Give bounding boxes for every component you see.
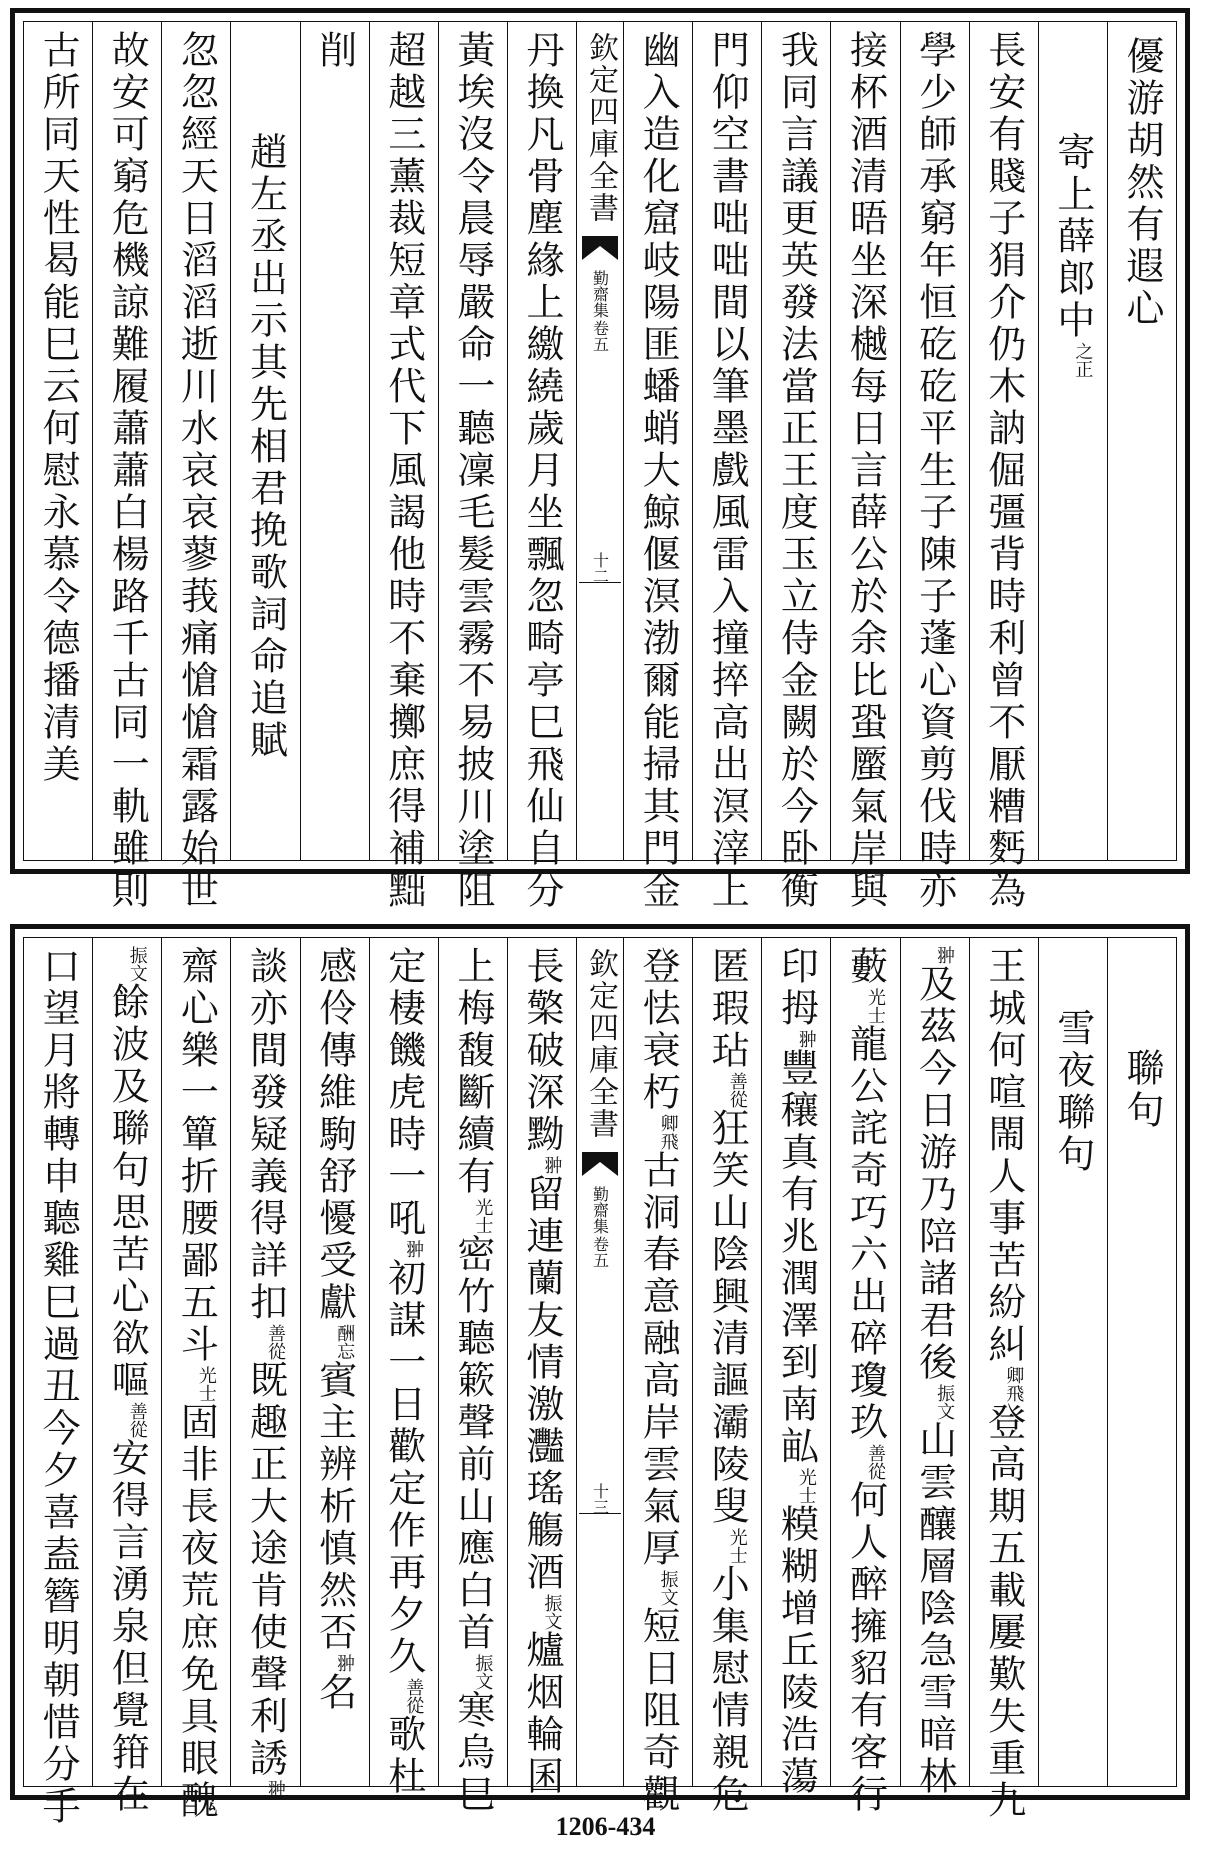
column-text: 留連蘭友情激灩瑤觴酒	[519, 1174, 564, 1594]
divider	[579, 1513, 621, 1514]
fold-column	[576, 22, 623, 860]
speaker-annotation: 振文	[657, 1570, 679, 1606]
column-text: 固非長夜荒庶免具眼醜	[174, 1402, 219, 1822]
fish-tail-mark-icon	[580, 234, 620, 262]
column-text: 登怯衰朽	[636, 946, 681, 1114]
top-page-inner-border	[23, 21, 1177, 912]
text-column	[623, 22, 692, 912]
book-title: 勤齋集	[590, 270, 610, 318]
column-text: 我同言議更英發法當正王度玉立侍金闕於今卧衡	[774, 30, 819, 912]
speaker-annotation: 翀	[541, 1156, 563, 1174]
speaker-annotation: 善從	[126, 1402, 148, 1438]
speaker-annotation: 翀	[795, 1030, 817, 1048]
column-text: 山雲釀層陰急雪暗林	[912, 1420, 957, 1798]
column-text: 小集慰情親危	[705, 1564, 750, 1816]
text-column	[1038, 938, 1107, 1786]
text-column	[969, 938, 1038, 1822]
text-column	[623, 938, 692, 1816]
column-text: 口望月將轉申聽雞巳過丑今夕喜盍簪明朝惜分手	[36, 946, 81, 1828]
column-text: 豐穰真有兆潤澤到南畆	[774, 1048, 819, 1468]
text-column	[24, 938, 92, 1828]
column-text: 丹換凡骨塵緣上繳繞歲月坐飄忽畸亭巳飛仙自分	[519, 30, 564, 912]
column-text: 歌杜	[381, 1714, 426, 1798]
text-column	[761, 22, 830, 912]
volume-label: 卷五	[590, 320, 610, 352]
column-text: 定棲饑虎時一吼	[381, 946, 426, 1240]
column-text: 匿瑕玷	[705, 946, 750, 1072]
text-column	[369, 938, 438, 1798]
column-text: 龍公詫奇巧六出碎瓊玖	[843, 1024, 888, 1444]
speaker-annotation: 翀	[264, 1780, 286, 1798]
column-text: 齋心樂一簞折腰鄙五斗	[174, 946, 219, 1366]
fold-column	[576, 938, 623, 1786]
leaf-number: 十三	[590, 1483, 610, 1515]
column-text: 聯句	[1119, 1048, 1164, 1132]
column-text: 幽入造化窟岐陽匪蟠蛸大鯨偃溟渤爾能掃其門金	[636, 30, 681, 912]
text-column	[161, 938, 230, 1822]
text-column	[438, 22, 507, 912]
text-column	[830, 938, 899, 1816]
speaker-annotation: 振文	[126, 946, 148, 982]
column-text: 賓主辨析慎然否	[312, 1360, 357, 1654]
speaker-annotation: 光士	[864, 988, 886, 1024]
text-column	[692, 938, 761, 1816]
column-text: 寄上薛郎中	[1050, 132, 1095, 342]
text-column	[900, 22, 969, 912]
column-annotation: 之正	[1072, 342, 1094, 378]
speaker-annotation: 翀	[334, 1654, 356, 1672]
column-text: 初謀一日歡定作再夕久	[381, 1258, 426, 1678]
column-text: 餘波及聯句思苦心欲嘔	[105, 982, 150, 1402]
column-text: 何人醉擁貂有客行	[843, 1480, 888, 1816]
text-column	[969, 22, 1038, 912]
text-column	[230, 22, 299, 860]
column-text: 趙左丞出示其先相君挽歌詞命追賦	[243, 132, 288, 762]
speaker-annotation: 善從	[264, 1324, 286, 1360]
text-column	[369, 22, 438, 912]
text-column	[300, 22, 369, 860]
collection-title: 欽定四庫全書	[583, 948, 618, 1140]
speaker-annotation: 光士	[195, 1366, 217, 1402]
text-column	[92, 938, 161, 1816]
column-text: 長安有賤子狷介仍木訥倔彊背時利曾不厭糟麫為	[981, 30, 1026, 912]
text-column	[507, 22, 576, 912]
column-text: 削	[312, 30, 357, 72]
text-column	[692, 22, 761, 912]
text-column	[438, 938, 507, 1816]
column-text: 狂笑山陰興清謳灞陵叟	[705, 1108, 750, 1528]
column-text: 談亦間發疑義得詳扣	[243, 946, 288, 1324]
column-text: 藪	[843, 946, 888, 988]
column-text: 超越三薰裁短章式代下風謁他時不棄擲庶得補黜	[381, 30, 426, 912]
text-column	[1038, 22, 1107, 860]
speaker-annotation: 卿飛	[657, 1114, 679, 1150]
speaker-annotation: 酬忘	[334, 1324, 356, 1360]
column-text: 登高期五載屢歎失重九	[981, 1402, 1026, 1822]
speaker-annotation: 光士	[795, 1468, 817, 1504]
column-text: 上梅馥斷續有	[450, 946, 495, 1198]
speaker-annotation: 翀	[934, 946, 956, 964]
column-text: 優游胡然有遐心	[1119, 36, 1164, 330]
column-text: 爐烟輪囷	[519, 1630, 564, 1798]
speaker-annotation: 光士	[472, 1198, 494, 1234]
column-text: 寒烏巳	[450, 1690, 495, 1816]
speaker-annotation: 善從	[864, 1444, 886, 1480]
text-column	[830, 22, 899, 912]
text-column	[761, 938, 830, 1798]
fish-tail-mark-icon	[580, 1150, 620, 1178]
column-text: 忽忽經天日滔滔逝川水哀哀蓼莪痛愴愴霜露始世	[174, 30, 219, 912]
column-text: 故安可窮危機諒難履蕭蕭白楊路千古同一軌雖則	[105, 30, 150, 912]
column-text: 長檠破深黝	[519, 946, 564, 1156]
collection-title: 欽定四庫全書	[583, 32, 618, 224]
column-text: 既趣正大途肯使聲利誘	[243, 1360, 288, 1780]
column-text: 王城何喧閙人事苦紛糾	[981, 946, 1026, 1366]
column-text: 感伶傳維駒舒懮受獻	[312, 946, 357, 1324]
column-text: 安得言湧泉但覺箝在	[105, 1438, 150, 1816]
speaker-annotation: 振文	[541, 1594, 563, 1630]
top-page-frame	[10, 8, 1190, 912]
column-text: 古洞春意融高岸雲氣厚	[636, 1150, 681, 1570]
text-column	[230, 938, 299, 1798]
speaker-annotation: 善從	[726, 1072, 748, 1108]
speaker-annotation: 善從	[403, 1678, 425, 1714]
speaker-annotation: 振文	[472, 1654, 494, 1690]
column-text: 密竹聽簌聲前山應白首	[450, 1234, 495, 1654]
text-column	[161, 22, 230, 912]
divider	[579, 582, 621, 583]
speaker-annotation: 光士	[726, 1528, 748, 1564]
column-text: 短日阻奇觀	[636, 1606, 681, 1816]
leaf-number: 十二	[590, 552, 610, 584]
text-column	[900, 938, 969, 1798]
text-column	[24, 22, 92, 860]
text-column	[92, 22, 161, 912]
page-number: 1206-434	[555, 1812, 656, 1841]
column-text: 糢糊增丘陵浩蕩	[774, 1504, 819, 1798]
text-column	[1107, 938, 1176, 1786]
speaker-annotation: 振文	[934, 1384, 956, 1420]
column-text: 名	[312, 1672, 357, 1714]
volume-label: 卷五	[590, 1236, 610, 1268]
column-text: 雪夜聯句	[1050, 1008, 1095, 1176]
speaker-annotation: 翀	[403, 1240, 425, 1258]
column-text: 學少師承窮年恒矻矻平生子陳子蓬心資剪伐時亦	[912, 30, 957, 912]
book-title: 勤齋集	[590, 1186, 610, 1234]
text-column	[1107, 22, 1176, 860]
column-text: 接杯酒清晤坐深樾每日言薛公於余比蛩蟨氣岸與	[843, 30, 888, 912]
text-column	[507, 938, 576, 1798]
text-column	[300, 938, 369, 1786]
column-text: 及茲今日游乃陪諸君後	[912, 964, 957, 1384]
column-text: 印拇	[774, 946, 819, 1030]
column-text: 古所同天性曷能巳云何慰永慕令德播清美	[36, 30, 81, 786]
column-text: 黃埃沒令晨辱嚴命一聽凜毛髮雲霧不易披川塗阻	[450, 30, 495, 912]
column-text: 門仰空書咄咄間以筆墨戲風雷入撞捽高出溟滓上	[705, 30, 750, 912]
speaker-annotation: 卿飛	[1003, 1366, 1025, 1402]
